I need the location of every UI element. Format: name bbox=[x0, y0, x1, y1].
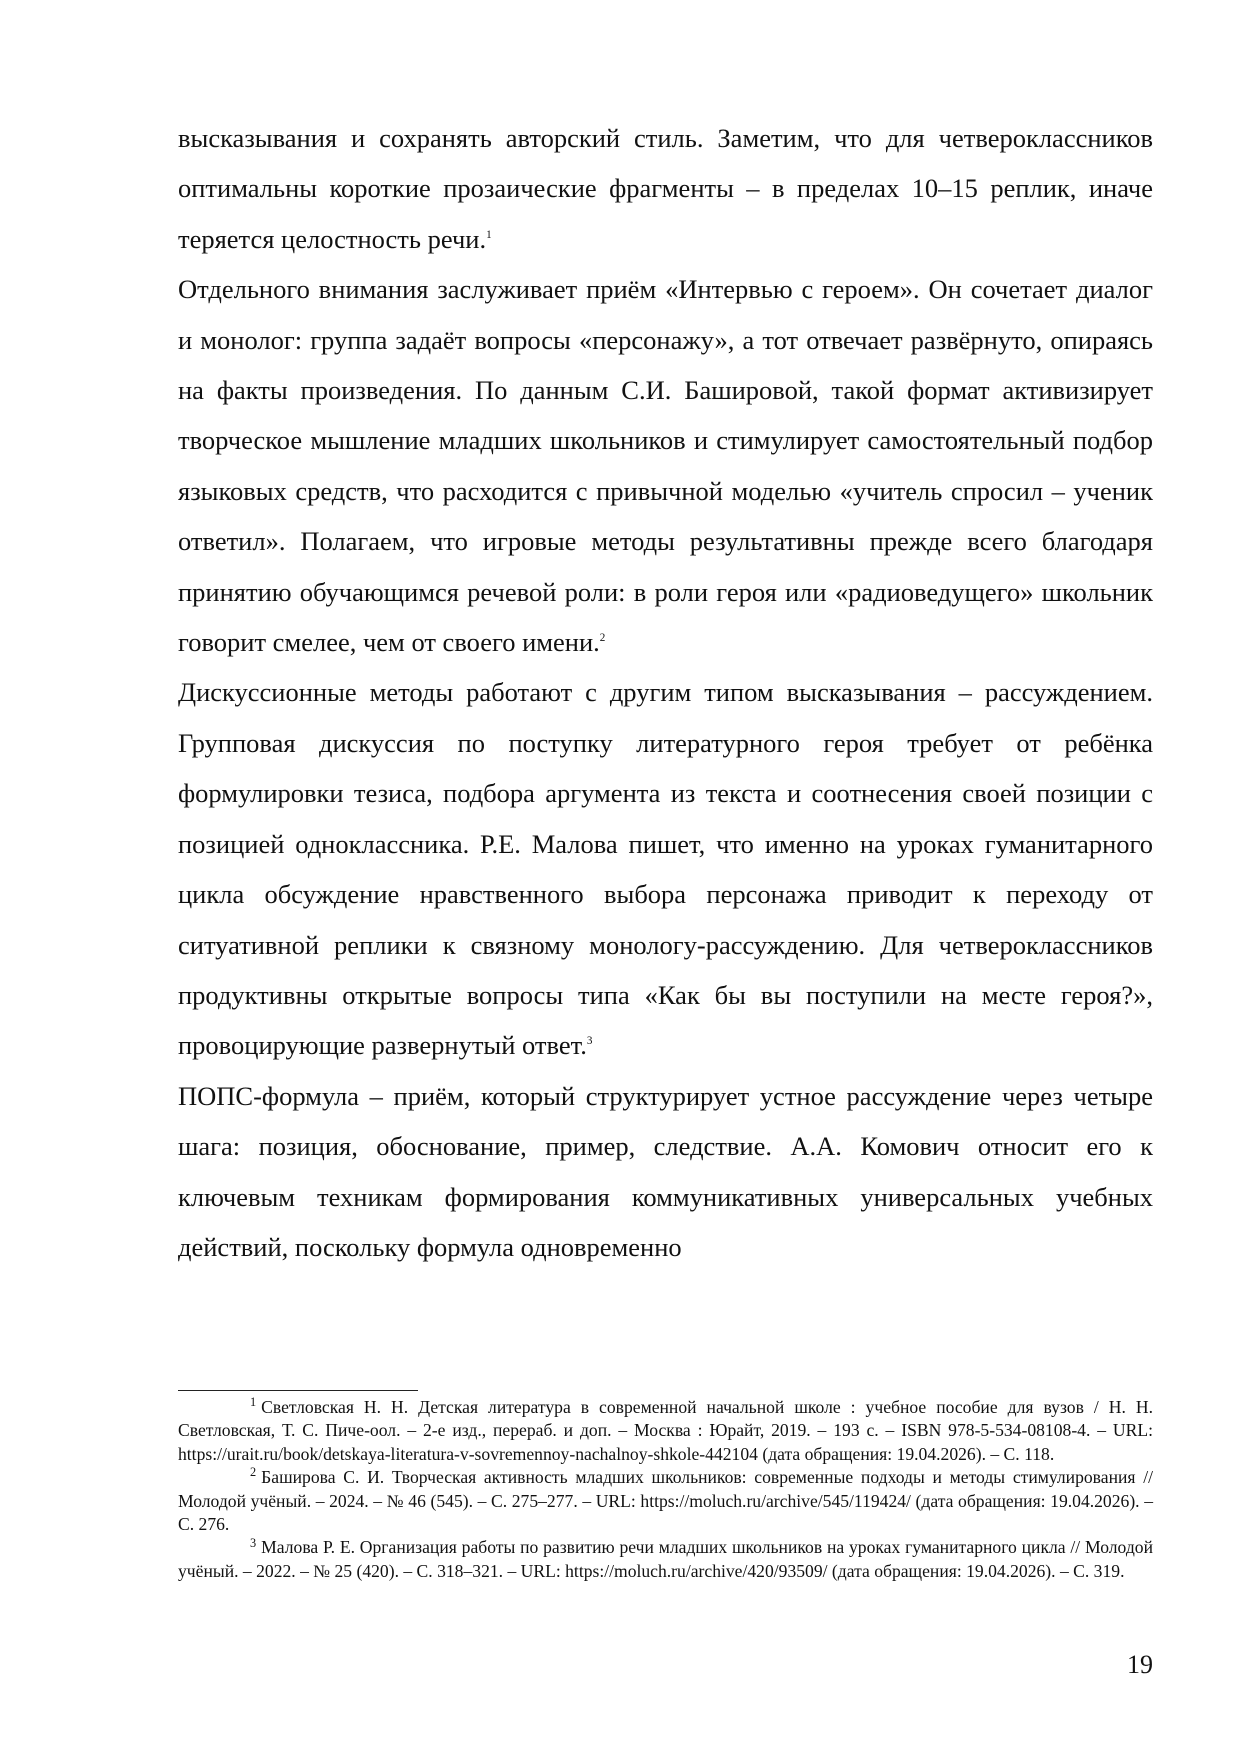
footnote-reference[interactable]: 2 bbox=[599, 632, 606, 645]
paragraph-text: ПОПС-формула – приём, который структурирует устное рассуждение через четыре шага: позиция, обоснование, пример, следствие. А.А. Комович относит его к ключевым техникам формирования коммуникативных универсальных учебных действий, поскольку формула одновременно bbox=[178, 1080, 1153, 1262]
footnote-separator bbox=[178, 1390, 418, 1391]
footnote-mark: 2 bbox=[250, 1465, 257, 1480]
footnote-text: Малова Р. Е. Организация работы по развитию речи младших школьников на уроках гуманитарного цикла // Молодой учёный. – 2022. – № 25 (420). – С. 318–321. – URL: https://moluch.ru/archive/420/93509/ (дата обращения: 19.04.2026). – С. 319. bbox=[178, 1537, 1153, 1581]
footnote-reference[interactable]: 3 bbox=[586, 1035, 593, 1048]
footnote-text: Светловская Н. Н. Детская литература в современной начальной школе : учебное пособие для вузов / Н. Н. Светловская, Т. С. Пиче-оол. – 2-е изд., перераб. и доп. – Москва : Юрайт, 2019. – 193 с. – ISBN 978-5-534-08108-4. – URL: https://urait.ru/book/detskaya-literatura-v-sovremennoy-nachalnoy-shkole-442104 (дата обращения: 19.04.2026). – С. 118. bbox=[178, 1397, 1153, 1464]
footnotes bbox=[178, 1396, 1153, 1583]
footnote-mark: 1 bbox=[250, 1395, 257, 1410]
paragraph-text: высказывания и сохранять авторский стиль. Заметим, что для четвероклассников оптимальны короткие прозаические фрагменты – в пределах 10–15 реплик, иначе теряется целостность речи. bbox=[178, 123, 1153, 254]
footnote-3 bbox=[178, 1536, 1153, 1583]
footnote-text: Баширова С. И. Творческая активность младших школьников: современные подходы и методы стимулирования // Молодой учёный. – 2024. – № 46 (545). – С. 275–277. – URL: https://moluch.ru/archive/545/119424/ (дата обращения: 19.04.2026). – С. 276. bbox=[178, 1467, 1153, 1535]
footnote-2 bbox=[178, 1466, 1153, 1536]
page-number: 19 bbox=[1127, 1650, 1153, 1679]
footnote-reference[interactable]: 1 bbox=[486, 228, 492, 241]
paragraph-3 bbox=[178, 667, 1153, 1070]
paragraph-text: Отдельного внимания заслуживает приём «Интервью с героем». Он сочетает диалог и монолог: группа задаёт вопросы «персонажу», а тот отвечает развёрнуто, опираясь на факты произведения. По данным С.И. Башировой, такой формат активизирует творческое мышление младших школьников и стимулирует самостоятельный подбор языковых средств, что расходится с привычной моделью «учитель спросил – ученик ответил». Полагаем, что игровые методы результативны прежде всего благодаря принятию обучающимся речевой роли: в роли героя или «радиоведущего» школьник говорит смелее, чем от своего имени. bbox=[178, 274, 1153, 658]
body-text bbox=[178, 113, 1153, 1272]
footnote-1 bbox=[178, 1396, 1153, 1466]
footnote-mark: 3 bbox=[250, 1535, 257, 1550]
paragraph-4 bbox=[178, 1071, 1153, 1273]
paragraph-text: Дискуссионные методы работают с другим типом высказывания – рассуждением. Групповая дискуссия по поступку литературного героя требует от ребёнка формулировки тезиса, подбора аргумента из текста и соотнесения своей позиции с позицией одноклассника. Р.Е. Малова пишет, что именно на уроках гуманитарного цикла обсуждение нравственного выбора персонажа приводит к переходу от ситуативной реплики к связному монологу-рассуждению. Для четвероклассников продуктивны открытые вопросы типа «Как бы вы поступили на месте героя?», провоцирующие развернутый ответ. bbox=[178, 677, 1153, 1061]
paragraph-2 bbox=[178, 264, 1153, 667]
paragraph-1 bbox=[178, 113, 1153, 264]
